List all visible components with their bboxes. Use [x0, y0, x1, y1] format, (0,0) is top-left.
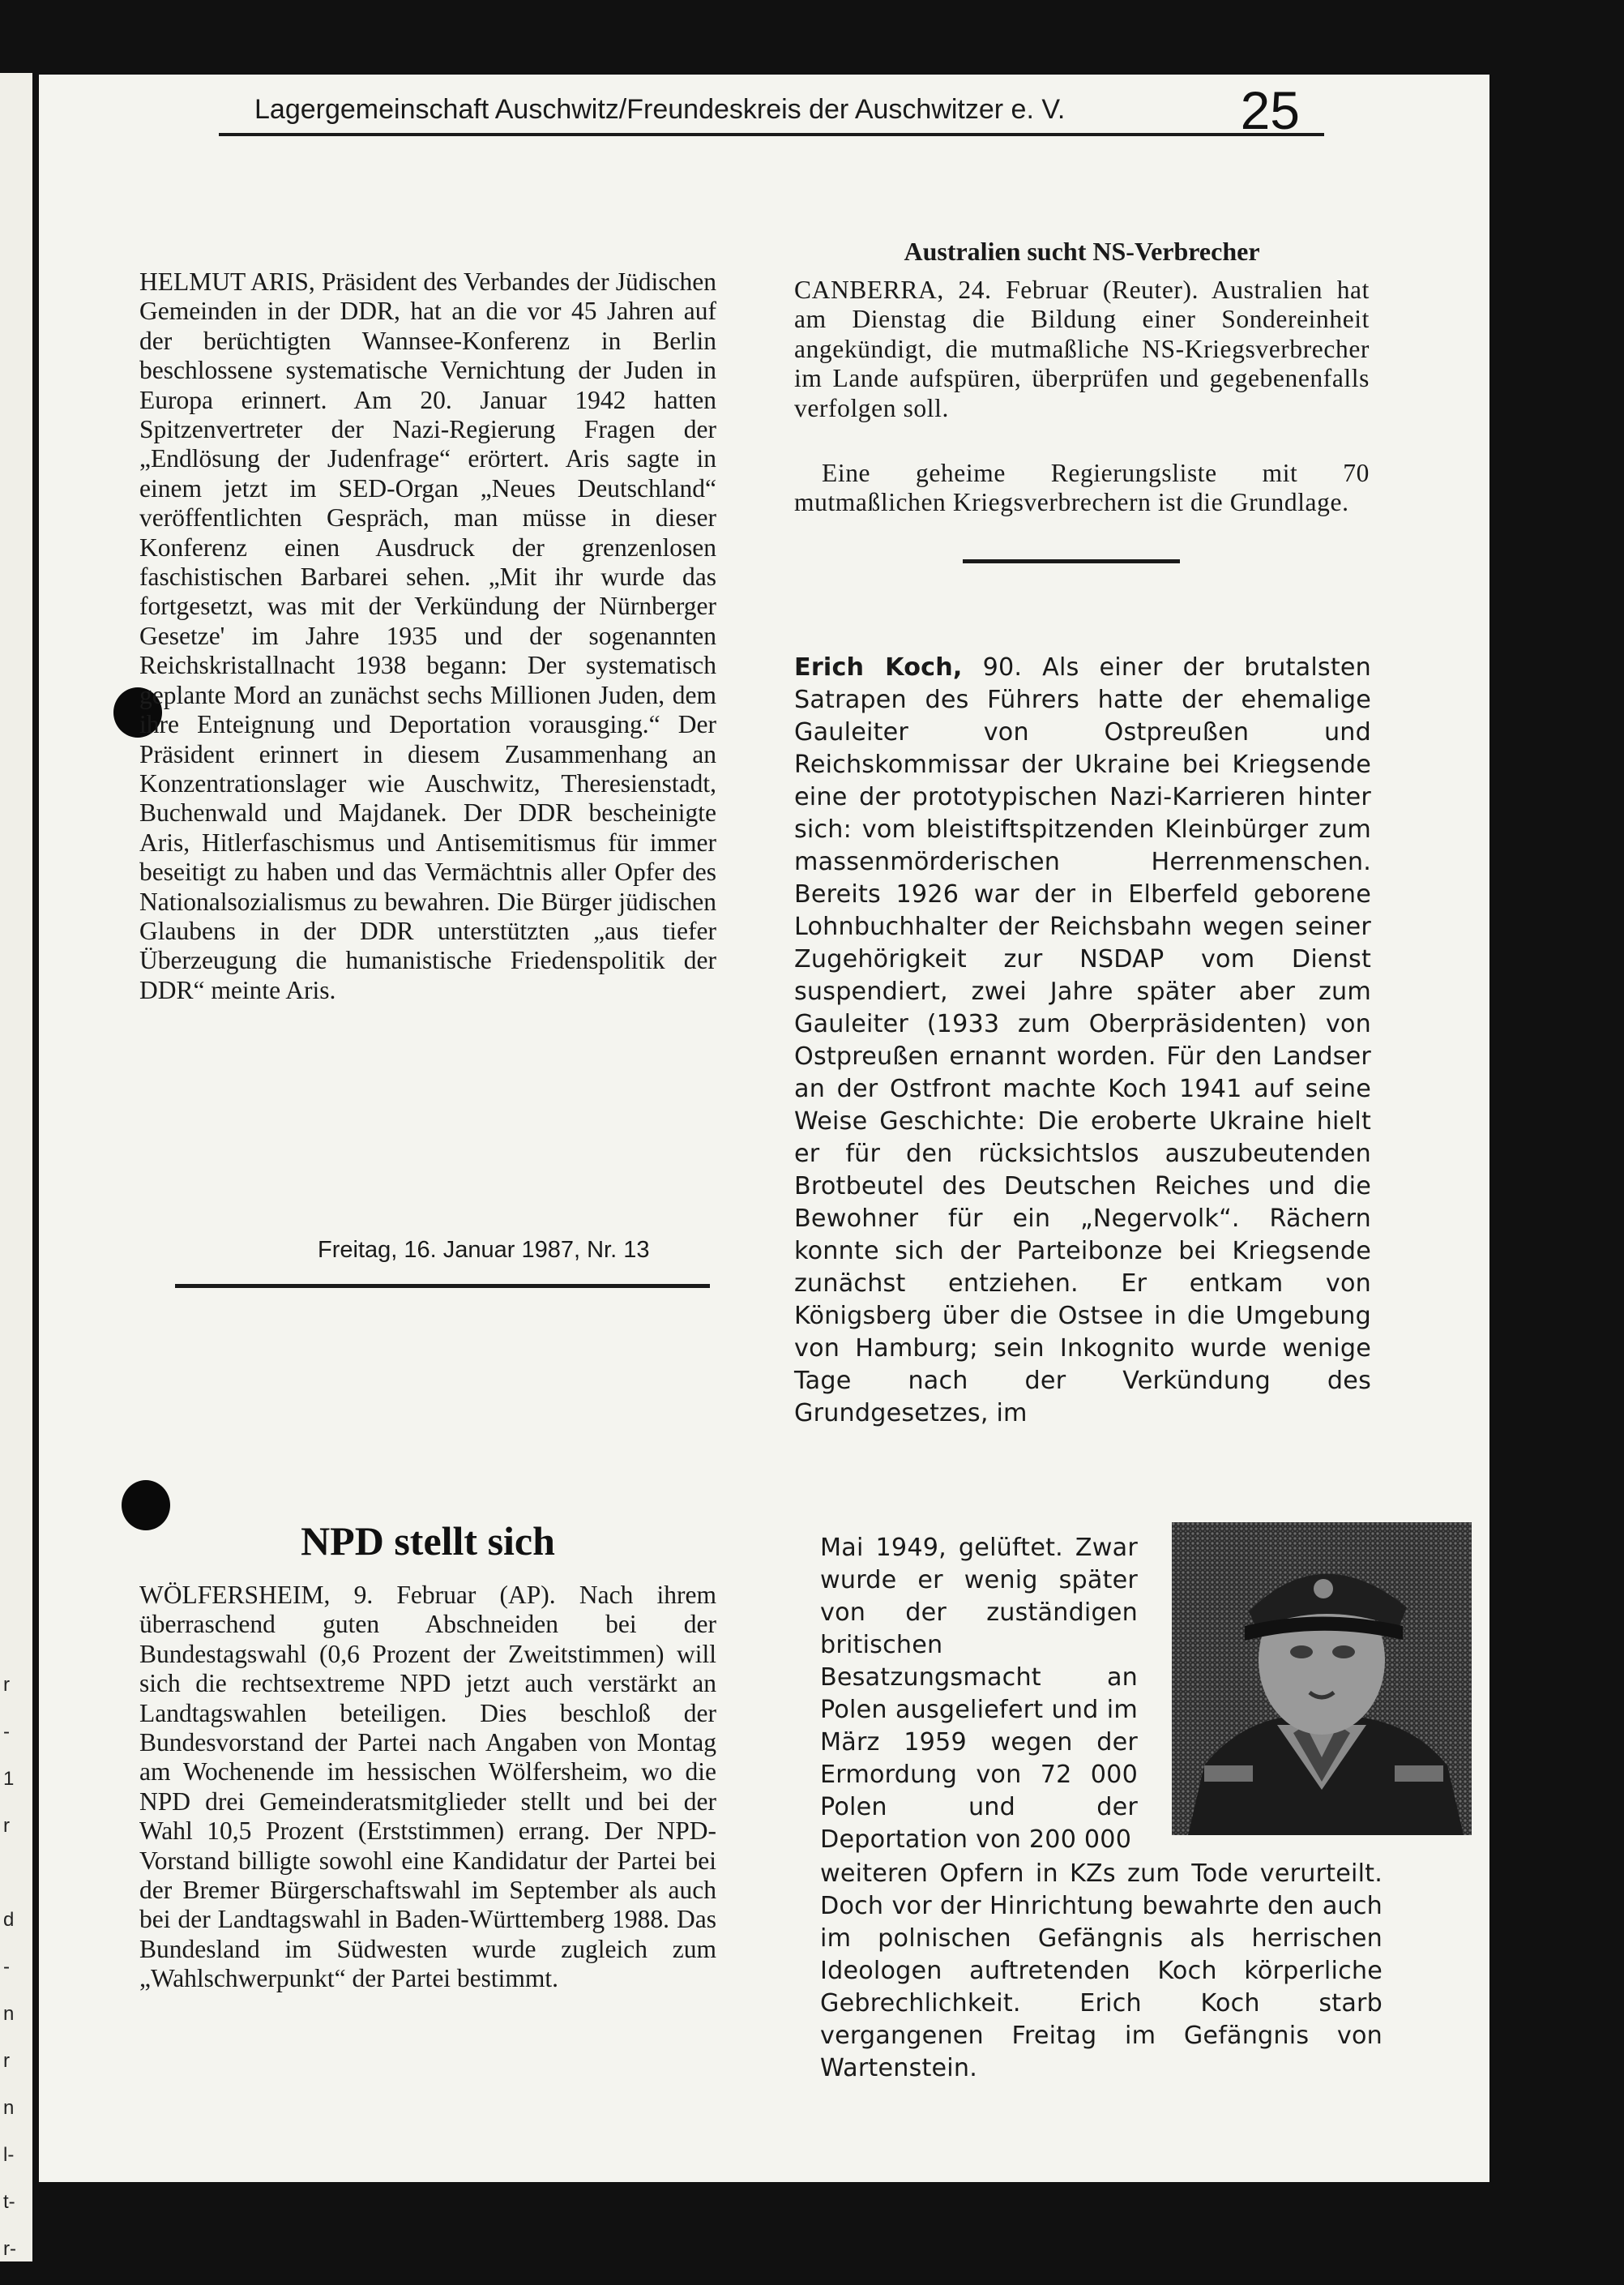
npd-headline: NPD stellt sich	[301, 1518, 555, 1564]
page-header	[219, 80, 1324, 140]
edge-mark: r	[3, 2050, 10, 2072]
edge-mark	[3, 1850, 15, 1897]
edge-mark: r-	[3, 2238, 16, 2260]
aris-article-source: Freitag, 16. Januar 1987, Nr. 13	[318, 1237, 650, 1263]
edge-mark: r	[3, 1674, 10, 1696]
aris-article-divider	[175, 1284, 710, 1288]
page-number: 25	[1240, 80, 1300, 140]
portrait-photo	[1172, 1522, 1472, 1835]
australia-headline: Australien sucht NS-Verbrecher	[904, 237, 1260, 266]
edge-mark: 1	[3, 1768, 15, 1790]
koch-article-lead	[794, 652, 1371, 1430]
edge-mark: r	[3, 1815, 10, 1837]
edge-mark: l-	[3, 2144, 15, 2166]
adjacent-page-marks	[3, 1662, 15, 2273]
koch-article-body: 90. Als einer der brutalsten Satrapen des Führers hatte der ehemalige Gauleiter von Ostpreußen und Reichskommissar der Ukraine bei Kriegsende eine der prototypischen Nazi-Karrieren hinter sich: vom bleistiftspitzenden Kleinbürger zum massenmörderischen Herrenmenschen. Bereits 1926 war der in Elberfeld geborene Lohnbuchhalter der Reichsbahn wegen seiner Zugehörigkeit zur NSDAP vom Dienst suspendiert, zwei Jahre später aber zum Gauleiter (1933 zum Oberpräsidenten) von Ostpreußen ernannt worden. Für den Landser an der Ostfront machte Koch 1941 auf seine Weise Geschichte: Die eroberte Ukraine hielt er für den rücksichtslos auszubeutenden Brotbeutel des Deutschen Reiches und die Bewohner für ein „Negervolk“. Rächern konnte sich der Parteibonze bei Kriegsende zunächst entziehen. Er entkam von Königsberg über die Ostsee in die Umgebung von Hamburg; sein Inkognito wurde wenige Tage nach der Verkündung des Grundgesetzes, im	[794, 653, 1371, 1427]
portrait-illustration	[1172, 1522, 1472, 1835]
edge-mark: n	[3, 2097, 15, 2119]
adjacent-page-edge	[0, 73, 32, 2261]
australia-article-divider	[963, 559, 1180, 563]
edge-mark: n	[3, 2003, 15, 2025]
edge-mark: -	[3, 1956, 10, 1978]
npd-article-text: WÖLFERSHEIM, 9. Februar (AP). Nach ihrem überraschend guten Abschneiden bei der Bundestagswahl (0,6 Prozent der Zweitstimmen) will sich die rechtsextreme NPD jetzt auch verstärkt an Landtagswahlen beteiligen. Dies beschloß der Bundesvorstand der Partei nach Angaben von Montag am Wochenende im hessischen Wölfersheim, wo die NPD drei Gemeinderatsmitglieder stellt und bei der Wahl 10,5 Prozent (Erststimmen) errang. Der NPD-Vorstand billigte sowohl eine Kandidatur der Partei bei der Bremer Bürgerschaftswahl im September als auch bei der Landtagswahl in Baden-Württemberg 1988. Das Bundesland im Südwesten wurde zugleich zum „Wahlschwerpunkt“ der Partei bestimmt.	[139, 1581, 716, 1993]
australia-para-1: CANBERRA, 24. Februar (Reuter). Australien hat am Dienstag die Bildung einer Sondereinheit angekündigt, die mutmaßliche NS-Kriegsverbrecher im Lande aufspüren, überprüfen und gegebenenfalls verfolgen soll.	[794, 276, 1370, 422]
koch-article-end: weiteren Opfern in KZs zum Tode verurteilt. Doch vor der Hinrichtung bewahrte den auch im polnischen Gefängnis als herrischen Ideologen auftretenden Koch körperliche Gebrechlichkeit. Erich Koch starb vergangenen Freitag im Gefängnis von Wartenstein.	[820, 1859, 1383, 2082]
koch-article-wrap: Mai 1949, gelüftet. Zwar wurde er wenig später von der zuständigen britischen Besatzungsmacht an Polen ausgeliefert und im März 1959 wegen der Ermordung von 72 000 Polen und der Deportation von 200 000	[820, 1534, 1138, 1854]
edge-mark: -	[3, 1721, 10, 1743]
koch-name: Erich Koch,	[794, 653, 963, 682]
edge-mark: t-	[3, 2191, 15, 2213]
aris-article-text: HELMUT ARIS, Präsident des Verbandes der Jüdischen Gemeinden in der DDR, hat an die vor 45 Jahren auf der berüchtigten Wannsee-Konferenz in Berlin beschlossene systematische Vernichtung der Juden in Europa erinnert. Am 20. Januar 1942 hatten Spitzenvertreter der Nazi-Regierung Fragen der „Endlösung der Judenfrage“ erörtert. Aris sagte in einem jetzt im SED-Organ „Neues Deutschland“ veröffentlichten Gespräch, man müsse in dieser Konferenz einen Ausdruck der grenzenlosen faschistischen Barbarei sehen. „Mit ihr wurde das fortgesetzt, was mit der Verkündung der Nürnberger Gesetze' im Jahre 1935 und der sogenannten Reichskristallnacht 1938 begann: Der systematisch geplante Mord an zunächst sechs Millionen Juden, dem ihre Enteignung und Deportation vorausging.“ Der Präsident erinnert in diesem Zusammenhang an Konzentrationslager wie Auschwitz, Theresienstadt, Buchenwald und Majdanek. Der DDR bescheinigte Aris, Hitlerfaschismus und Antisemitismus für immer beseitigt zu haben und das Vermächtnis aller Opfer des Nationalsozialismus zu bewahren. Die Bürger jüdischen Glaubens in der DDR unterstützten „aus tiefer Überzeugung die humanistische Friedenspolitik der DDR“ meinte Aris.	[139, 267, 716, 1004]
header-title: Lagergemeinschaft Auschwitz/Freundeskreis der Auschwitzer e. V.	[254, 94, 1066, 125]
australia-para-2: Eine geheime Regierungsliste mit 70 mutmaßlichen Kriegsverbrechern ist die Grundlage.	[794, 459, 1370, 517]
edge-mark: d	[3, 1909, 15, 1931]
